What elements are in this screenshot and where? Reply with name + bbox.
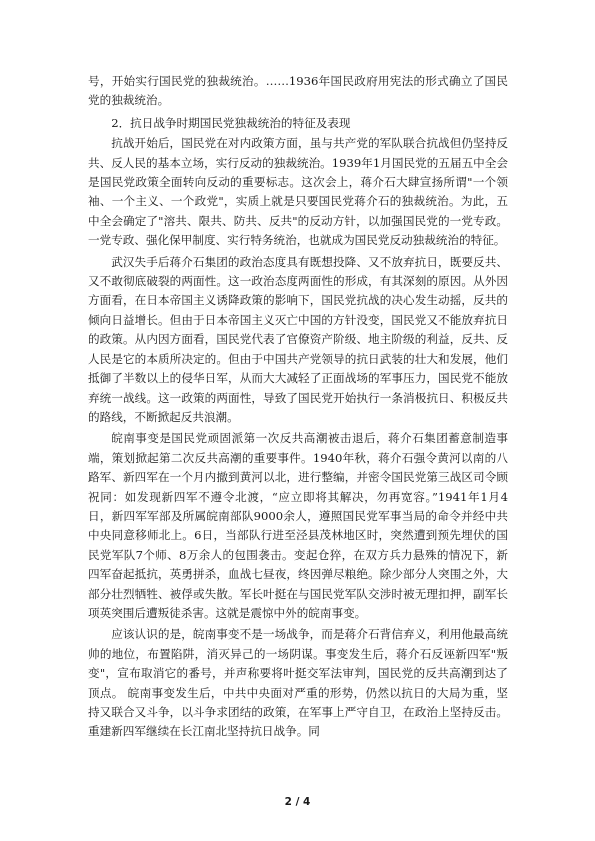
section-heading: 2．抗日战争时期国民党独裁统治的特征及表现 [111, 115, 351, 130]
document-body [88, 72, 508, 742]
paragraph-wartime-policy: 抗战开始后，国民党在对内政策方面，虽与共产党的军队联合抗战但仍坚持反共、反人民的基本立场，实行反动的独裁统治。1939年1月国民党的五届五中全会是国民党政策全面转向反动的重要标志。这次会上，蒋介石大肆宣扬所谓"一个领袖、一个主义、一个政党"，实质上就是只要国民党蒋介石的独裁统治。为此，五中全会确定了"溶共、限共、防共、反共"的反动方针，以加强国民党的一党专政。一党专政、强化保甲制度、实行特务统治，也就成为国民党反动独裁统治的特征。 [88, 136, 508, 248]
paragraph-dual-nature: 武汉失手后蒋介石集团的政治态度具有既想投降、又不放弃抗日，既要反共、又不敢彻底破裂的两面性。这一政治态度两面性的形成，有其深刻的原因。从外因方面看，在日本帝国主义诱降政策的影响下，国民党抗战的决心发生动摇，反共的倾向日益增长。但由于日本帝国主义灭亡中国的方针没变，国民党又不能放弃抗日的政策。从内因方面看，国民党代表了官僚资产阶级、地主阶级的利益，反共、反人民是它的本质所决定的。但由于中国共产党领导的抗日武装的壮大和发展，他们抵御了半数以上的侵华日军，从而大大减轻了正面战场的军事压力，国民党不能放弃统一战线。这一政策的两面性，导致了国民党开始执行一条消极抗日、积极反共的路线，不断掀起反共浪潮。 [88, 254, 508, 424]
paragraph-analysis: 应该认识的是，皖南事变不是一场战争，而是蒋介石背信弃义，利用他最高统帅的地位，布置陷阱，消灭异己的一场阴谋。事变发生后，蒋介石反诬新四军"叛变"，宣布取消它的番号，并声称要将叶挺交军法审判，国民党的反共高潮到达了顶点。 皖南事变发生后，中共中央面对严重的形势，仍然以抗日的大局为重，坚持又联合又斗争，以斗争求团结的政策，在军事上严守自卫，在政治上坚持反击。重建新四军继续在长江南北坚持抗日战争。同 [88, 627, 508, 739]
paragraph-continuation: 号，开始实行国民党的独裁统治。……1936年国民政府用宪法的形式确立了国民党的独裁统治。 [88, 74, 508, 108]
paragraph-wannan-incident: 皖南事变是国民党顽固派第一次反共高潮被击退后，蒋介石集团蓄意制造事端，策划掀起第二次反共高潮的重要事件。1940年秋，蒋介石强令黄河以南的八路军、新四军在一个月内撤到黄河以北，进行整编，并密令国民党第三战区司令顾祝同：如发现新四军不遵令北渡，“应立即将其解决，勿再宽容。”1941年1月4日，新四军军部及所属皖南部队9000余人，遵照国民党军事当局的命令并经中共中央同意移师北上。6日，当部队行进至泾县茂林地区时，突然遭到预先埋伏的国民党军队7个师、8万余人的包围袭击。变起仓猝，在双方兵力悬殊的情况下，新四军奋起抵抗，英勇拼杀，血战七昼夜，终因弹尽粮绝。除少部分人突围之外，大部分壮烈牺牲、被俘或失散。军长叶挺在与国民党军队交涉时被无理扣押，副军长项英突围后遭叛徒杀害。这就是震惊中外的皖南事变。 [88, 431, 508, 620]
page-number: 2 / 4 [284, 796, 311, 808]
